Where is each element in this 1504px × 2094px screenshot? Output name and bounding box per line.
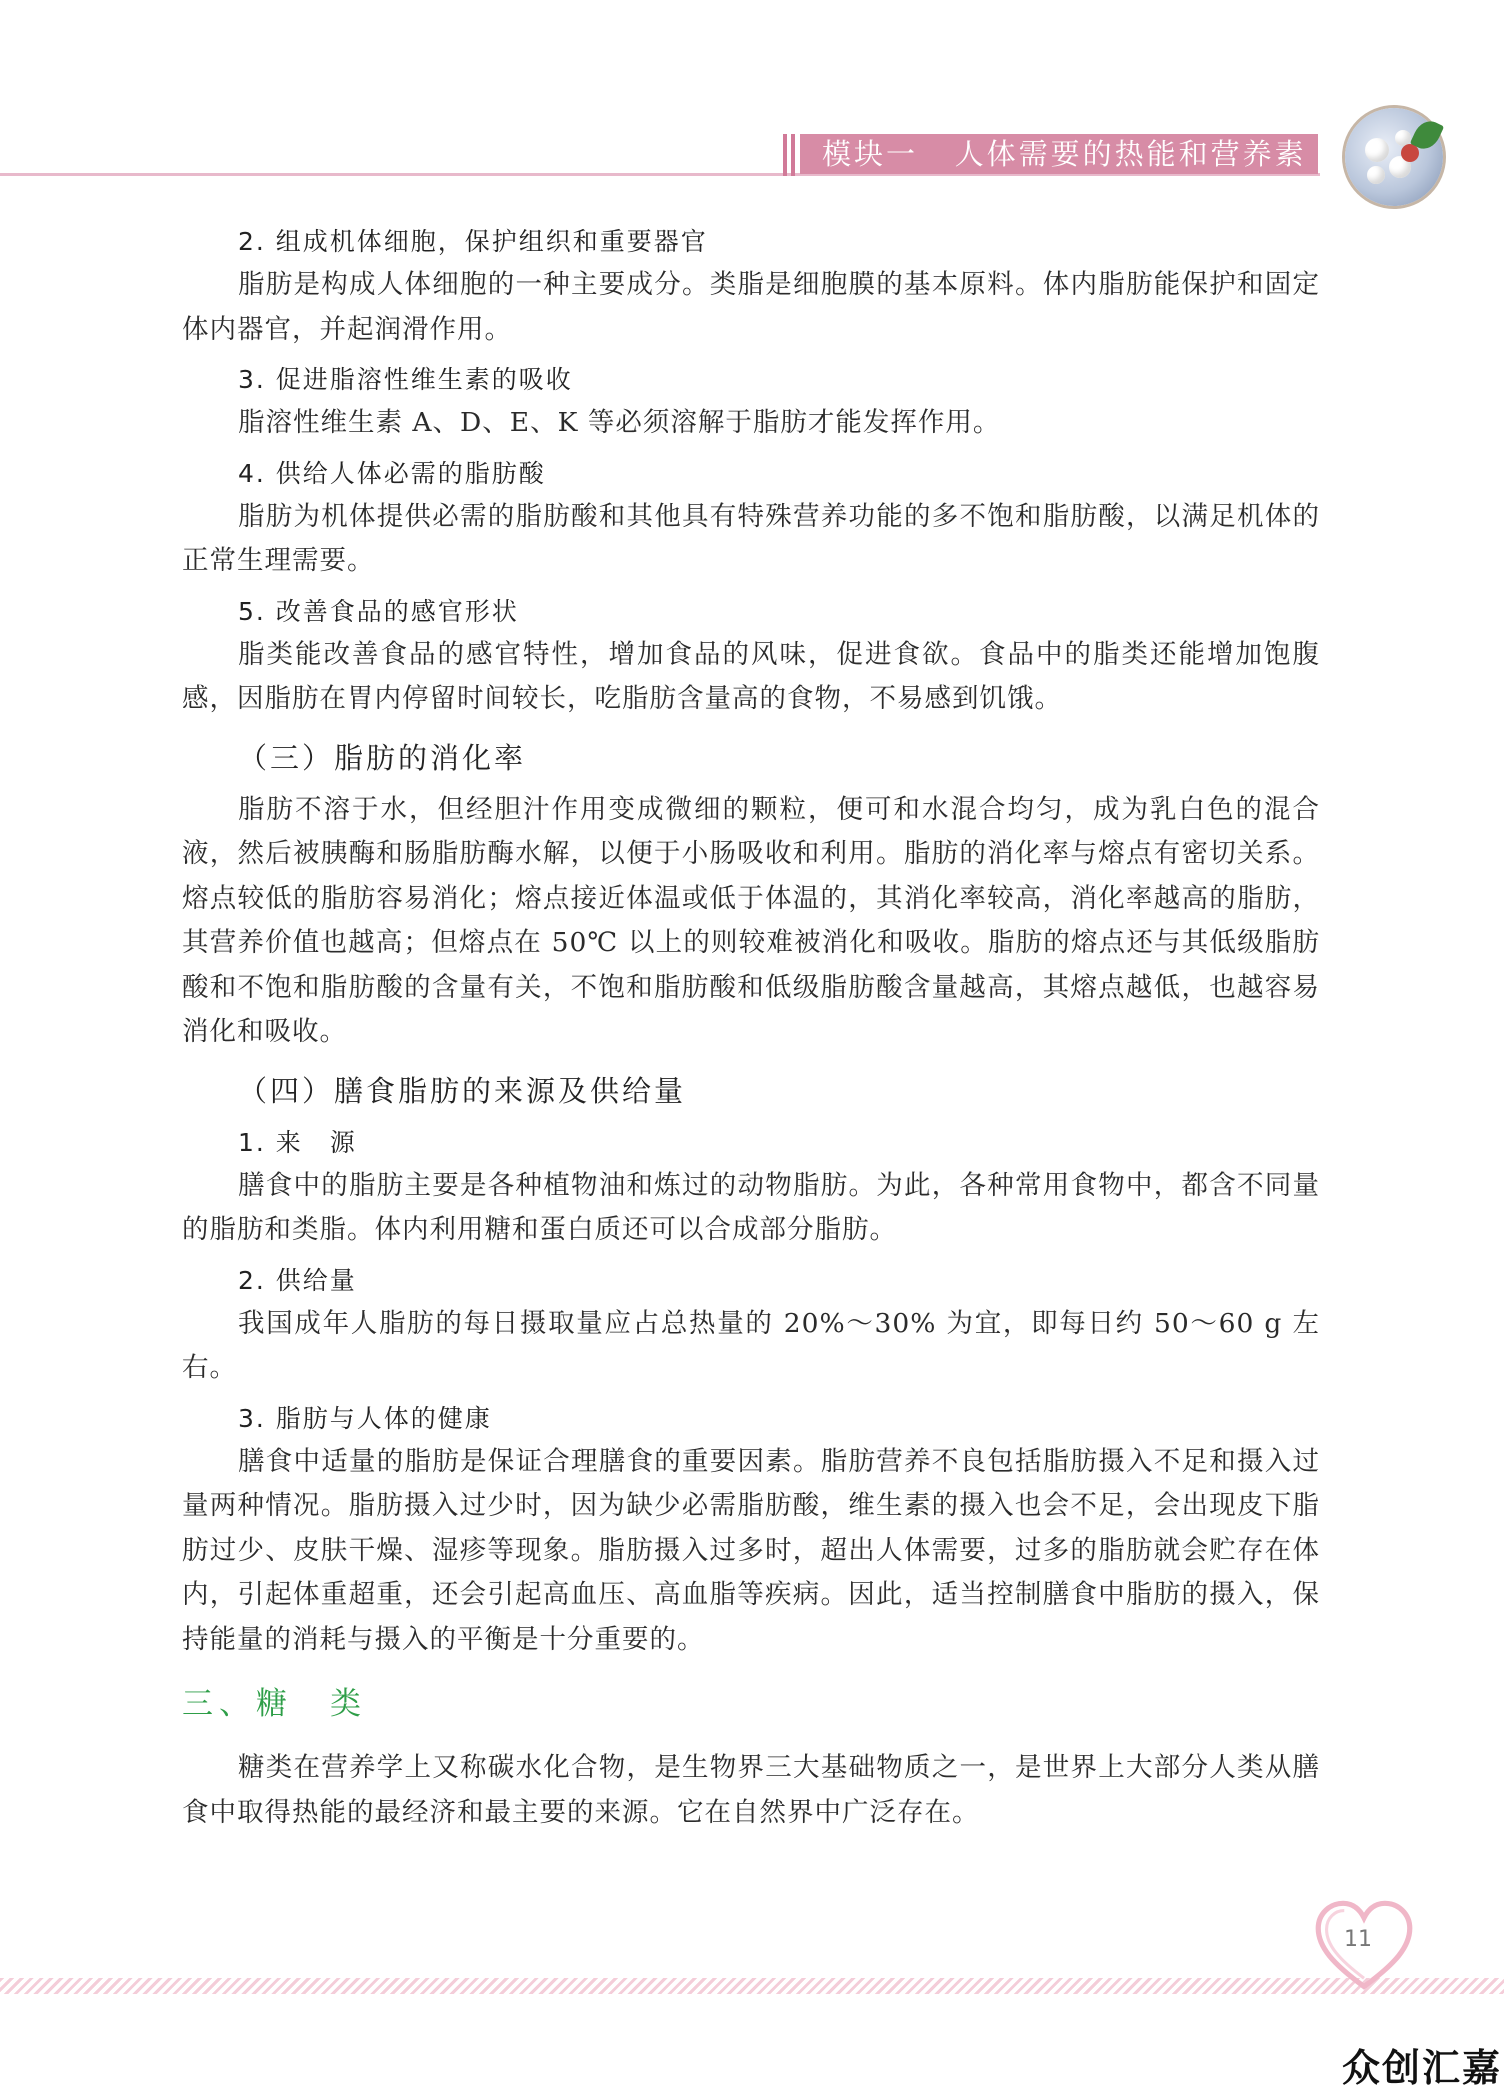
watermark-text: 众创汇嘉 xyxy=(1341,2046,1502,2090)
footer-decorative-band xyxy=(0,1978,1504,1994)
paragraph-supply: 我国成年人脂肪的每日摄取量应占总热量的 20%～30% 为宜，即每日约 50～60 g 左右。 xyxy=(182,1307,1320,1383)
paragraph-3: 脂溶性维生素 A、D、E、K 等必须溶解于脂肪才能发挥作用。 xyxy=(238,407,1001,438)
subheading-5: 5. 改善食品的感官形状 xyxy=(238,596,519,626)
subheading-2: 2. 组成机体细胞，保护组织和重要器官 xyxy=(238,227,708,256)
subheading-health: 3. 脂肪与人体的健康 xyxy=(238,1403,492,1433)
paragraph-health: 膳食中适量的脂肪是保证合理膳食的重要因素。脂肪营养不良包括脂肪摄入不足和摄入过量两种情况。脂肪摄入过少时，因为缺少必需脂肪酸，维生素的摄入也会不足，会出现皮下脂肪过少、皮肤干燥、湿疹等现象。脂肪摄入过多时，超出人体需要，过多的脂肪就会贮存在体内，引起体重超重，还会引起高血压、高血脂等疾病。因此，适当控制膳食中脂肪的摄入，保持能量的消耗与摄入的平衡是十分重要的。 xyxy=(182,1445,1320,1655)
subheading-sources: 1. 来 源 xyxy=(238,1127,357,1157)
paragraph-digestibility: 脂肪不溶于水，但经胆汁作用变成微细的颗粒，便可和水混合均匀，成为乳白色的混合液，然后被胰酶和肠脂肪酶水解，以便于小肠吸收和利用。脂肪的消化率与熔点有密切关系。熔点较低的脂肪容易消化；熔点接近体温或低于体温的，其消化率较高，消化率越高的脂肪，其营养价值也越高；但熔点在 50℃ 以上的则较难被消化和吸收。脂肪的熔点还与其低级脂肪酸和不饱和脂肪酸的含量有关，不饱和脂肪酸和低级脂肪酸含量越高，其熔点越低，也越容易消化和吸收。 xyxy=(182,793,1320,1047)
subheading-supply: 2. 供给量 xyxy=(238,1265,357,1295)
paragraph-carbohydrates: 糖类在营养学上又称碳水化合物，是生物界三大基础物质之一，是世界上大部分人类从膳食中取得热能的最经济和最主要的来源。它在自然界中广泛存在。 xyxy=(182,1752,1320,1828)
food-plate-image xyxy=(1345,108,1443,206)
paragraph-4: 脂肪为机体提供必需的脂肪酸和其他具有特殊营养功能的多不饱和脂肪酸，以满足机体的正常生理需要。 xyxy=(182,500,1320,576)
section-heading-sources: （四）膳食脂肪的来源及供给量 xyxy=(238,1073,687,1108)
running-header xyxy=(800,134,1318,174)
page-number: 11 xyxy=(1344,1927,1372,1952)
page-body xyxy=(182,220,1320,1841)
subheading-3: 3. 促进脂溶性维生素的吸收 xyxy=(238,365,573,394)
paragraph-sources: 膳食中的脂肪主要是各种植物油和炼过的动物脂肪。为此，各种常用食物中，都含不同量的脂肪和类脂。体内利用糖和蛋白质还可以合成部分脂肪。 xyxy=(182,1169,1320,1245)
section-heading-digestibility: （三）脂肪的消化率 xyxy=(238,740,527,775)
subheading-4: 4. 供给人体必需的脂肪酸 xyxy=(238,458,546,488)
part-heading-carbohydrates: 三、糖 类 xyxy=(182,1686,367,1722)
paragraph-5: 脂类能改善食品的感官特性，增加食品的风味，促进食欲。食品中的脂类还能增加饱腹感，因脂肪在胃内停留时间较长，吃脂肪含量高的食物，不易感到饥饿。 xyxy=(182,638,1320,714)
module-label: 模块一 xyxy=(822,137,919,171)
module-title: 人体需要的热能和营养素 xyxy=(954,137,1307,171)
paragraph-2: 脂肪是构成人体细胞的一种主要成分。类脂是细胞膜的基本原料。体内脂肪能保护和固定体内器官，并起润滑作用。 xyxy=(182,269,1320,345)
